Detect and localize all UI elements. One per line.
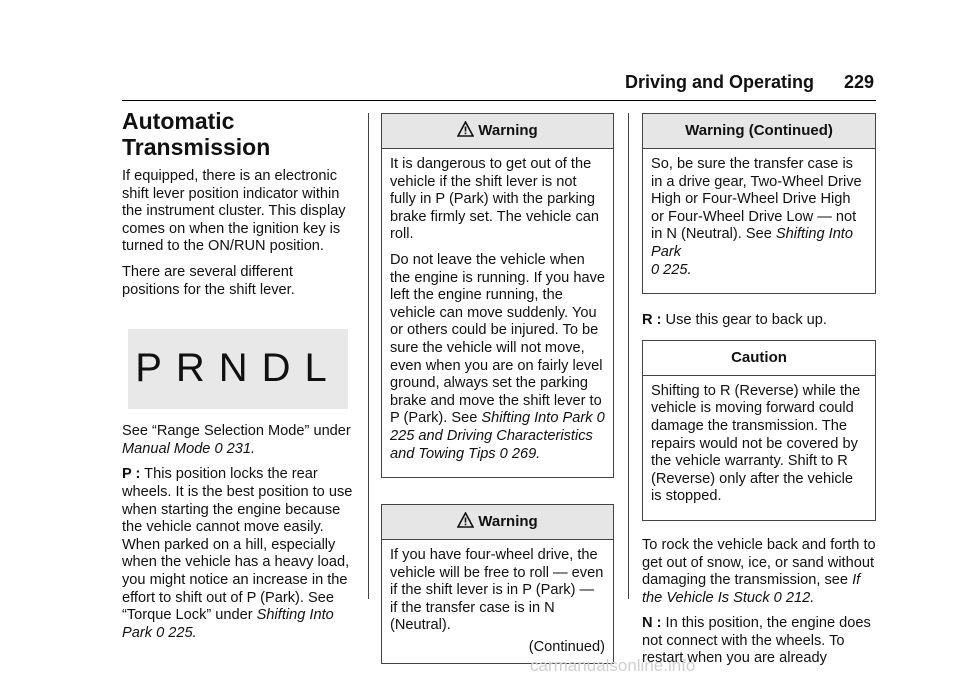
section-title: Driving and Operating	[624, 72, 814, 92]
positions-paragraph: There are several different positions for the shift lever.	[122, 263, 295, 298]
shifting-into-park-link[interactable]: Shifting Into Park	[651, 226, 853, 260]
page-header	[122, 72, 876, 101]
neutral-paragraph: N : In this position, the engine does not connect with the wheels. To restart when you are already	[642, 615, 871, 667]
warning-box	[381, 504, 614, 664]
reverse-paragraph: R : Use this gear to back up.	[642, 312, 827, 329]
warning-paragraph: So, be sure the transfer case is in a drive gear, Two-Wheel Drive High or Four-Wheel Drive High or Four-Wheel Drive Low — not in N (Neutral). See Shifting Into Park 0 225.	[651, 156, 862, 278]
column-right	[642, 113, 876, 676]
warning-triangle-icon	[457, 121, 474, 142]
manual-mode-link[interactable]: Manual Mode	[122, 440, 211, 457]
rock-vehicle-paragraph: To rock the vehicle back and forth to get out of snow, ice, or sand without damaging the transmission, see If the Vehicle Is Stuck 0 212.	[642, 536, 876, 606]
warning-paragraph: It is dangerous to get out of the vehicle if the shift lever is not fully in P (Park) with the parking brake firmly set. The vehicle can roll.	[390, 156, 599, 243]
park-paragraph: P : This position locks the rear wheels. It is the best position to use when starting the engine because the vehicle cannot move easily. When parked on a hill, especially when the vehicle has a heavy load, you might notice an increase in the effort to shift out of P (Park). See “Torque Lock” under Shifting Into Park 0 225.	[122, 466, 353, 641]
prndl-indicator-image: PRNDL	[128, 329, 348, 409]
column-divider	[628, 113, 629, 599]
column-left	[122, 108, 354, 650]
caution-paragraph: Shifting to R (Reverse) while the vehicle is moving forward could damage the transmission. The repairs would not be covered by the vehicle warranty. Shift to R (Reverse) only after the vehicle is stopped.	[651, 382, 861, 505]
shifting-into-park-link[interactable]: Shifting Into Park	[122, 607, 334, 641]
warning-heading: Warning	[382, 505, 613, 540]
range-selection-paragraph: See “Range Selection Mode” under Manual Mode 0 231.	[122, 423, 351, 457]
watermark: carmanualsonline.info	[530, 656, 696, 675]
column-middle	[381, 113, 614, 690]
warning-box	[381, 113, 614, 478]
column-divider	[368, 113, 369, 599]
section-heading: Automatic Transmission	[122, 108, 271, 160]
page-number: 229	[843, 72, 874, 92]
towing-tips-link[interactable]: Driving Characteristics and Towing Tips	[390, 427, 593, 462]
warning-triangle-icon	[457, 512, 474, 533]
shifting-into-park-link[interactable]: Shifting Into Park	[481, 410, 593, 427]
warning-heading: Warning	[382, 114, 613, 149]
continued-label: (Continued)	[528, 639, 605, 656]
neutral-label: N :	[642, 615, 662, 632]
warning-continued-heading: Warning (Continued)	[643, 114, 875, 149]
caution-heading: Caution	[643, 341, 875, 376]
warning-paragraph: Do not leave the vehicle when the engine is running. If you have left the engine running, the vehicle can move suddenly. You or others could be injured. To be sure the vehicle will not move, even when you are on fairly level ground, always set the parking brake and move the shift lever to P (Park). See Shifting Into Park 0 225 and Driving Characteristics and Towing Tips 0 269.	[390, 251, 606, 462]
vehicle-stuck-link[interactable]: If the Vehicle Is Stuck	[642, 572, 861, 606]
park-label: P :	[122, 466, 141, 483]
warning-paragraph: If you have four-wheel drive, the vehicle will be free to roll — even if the shift lever is in P (Park) — if the transfer case is in N (Neutral).	[390, 547, 604, 634]
caution-box	[642, 340, 876, 521]
reverse-label: R :	[642, 312, 662, 329]
warning-continued-box	[642, 113, 876, 294]
intro-paragraph: If equipped, there is an electronic shift lever position indicator within the instrument cluster. This display comes on when the ignition key is turned to the ON/RUN position.	[122, 168, 346, 255]
